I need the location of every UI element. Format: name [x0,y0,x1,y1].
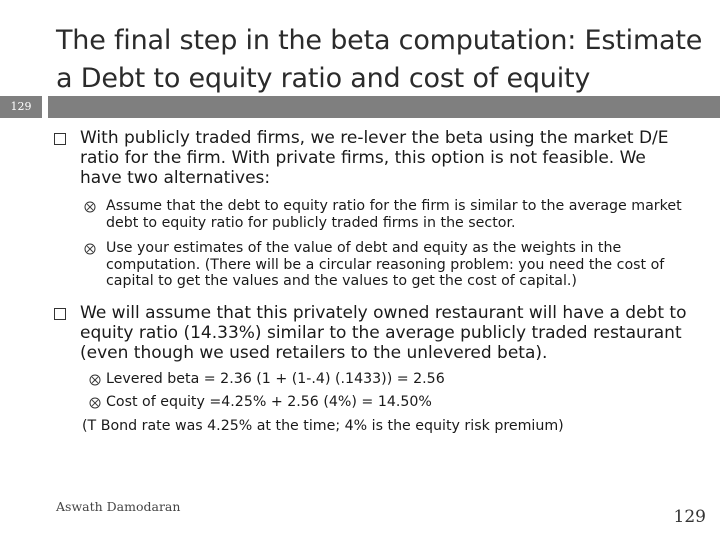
circle-x-bullet-icon [89,374,101,386]
cost-of-equity-line: Cost of equity =4.25% + 2.56 (4%) = 14.50% [106,394,432,410]
footer-author: Aswath Damodaran [56,499,181,514]
square-bullet-icon [54,133,66,145]
levered-beta-line: Levered beta = 2.36 (1 + (1-.4) (.1433)) = 2.56 [106,371,445,387]
circle-x-bullet-icon [89,397,101,409]
circle-x-bullet-icon [84,243,96,255]
t-bond-note: (T Bond rate was 4.25% at the time; 4% is the equity risk premium) [82,418,564,434]
bullet-1 [80,128,690,188]
slide-title: The final step in the beta computation: Estimate a Debt to equity ratio and cost of equity [56,25,703,94]
bullet-2-text: We will assume that this privately owned restaurant will have a debt to equity ratio (14.33%) similar to the average publicly traded restaurant (even though we used retailers to the unlevered beta). [80,303,687,363]
sub-bullet-1-2: Use your estimates of the value of debt and equity as the weights in the computation. (There will be a circular reasoning problem: you need the cost of capital to get the values and the values to get the cost of capital.) [106,240,665,289]
circle-x-bullet-icon [84,201,96,213]
square-bullet-icon [54,308,66,320]
bullet-2 [80,303,690,363]
sub-bullet-1-1: Assume that the debt to equity ratio for the firm is similar to the average market debt to equity ratio for publicly traded firms in the sector. [106,198,682,231]
slide-number-tag: 129 [0,96,42,118]
header-divider-bar [48,96,720,118]
bullet-1-text: With publicly traded firms, we re-lever the beta using the market D/E ratio for the firm. With private firms, this option is not feasible. We have two alternatives: [80,128,669,188]
page-number: 129 [673,507,706,527]
